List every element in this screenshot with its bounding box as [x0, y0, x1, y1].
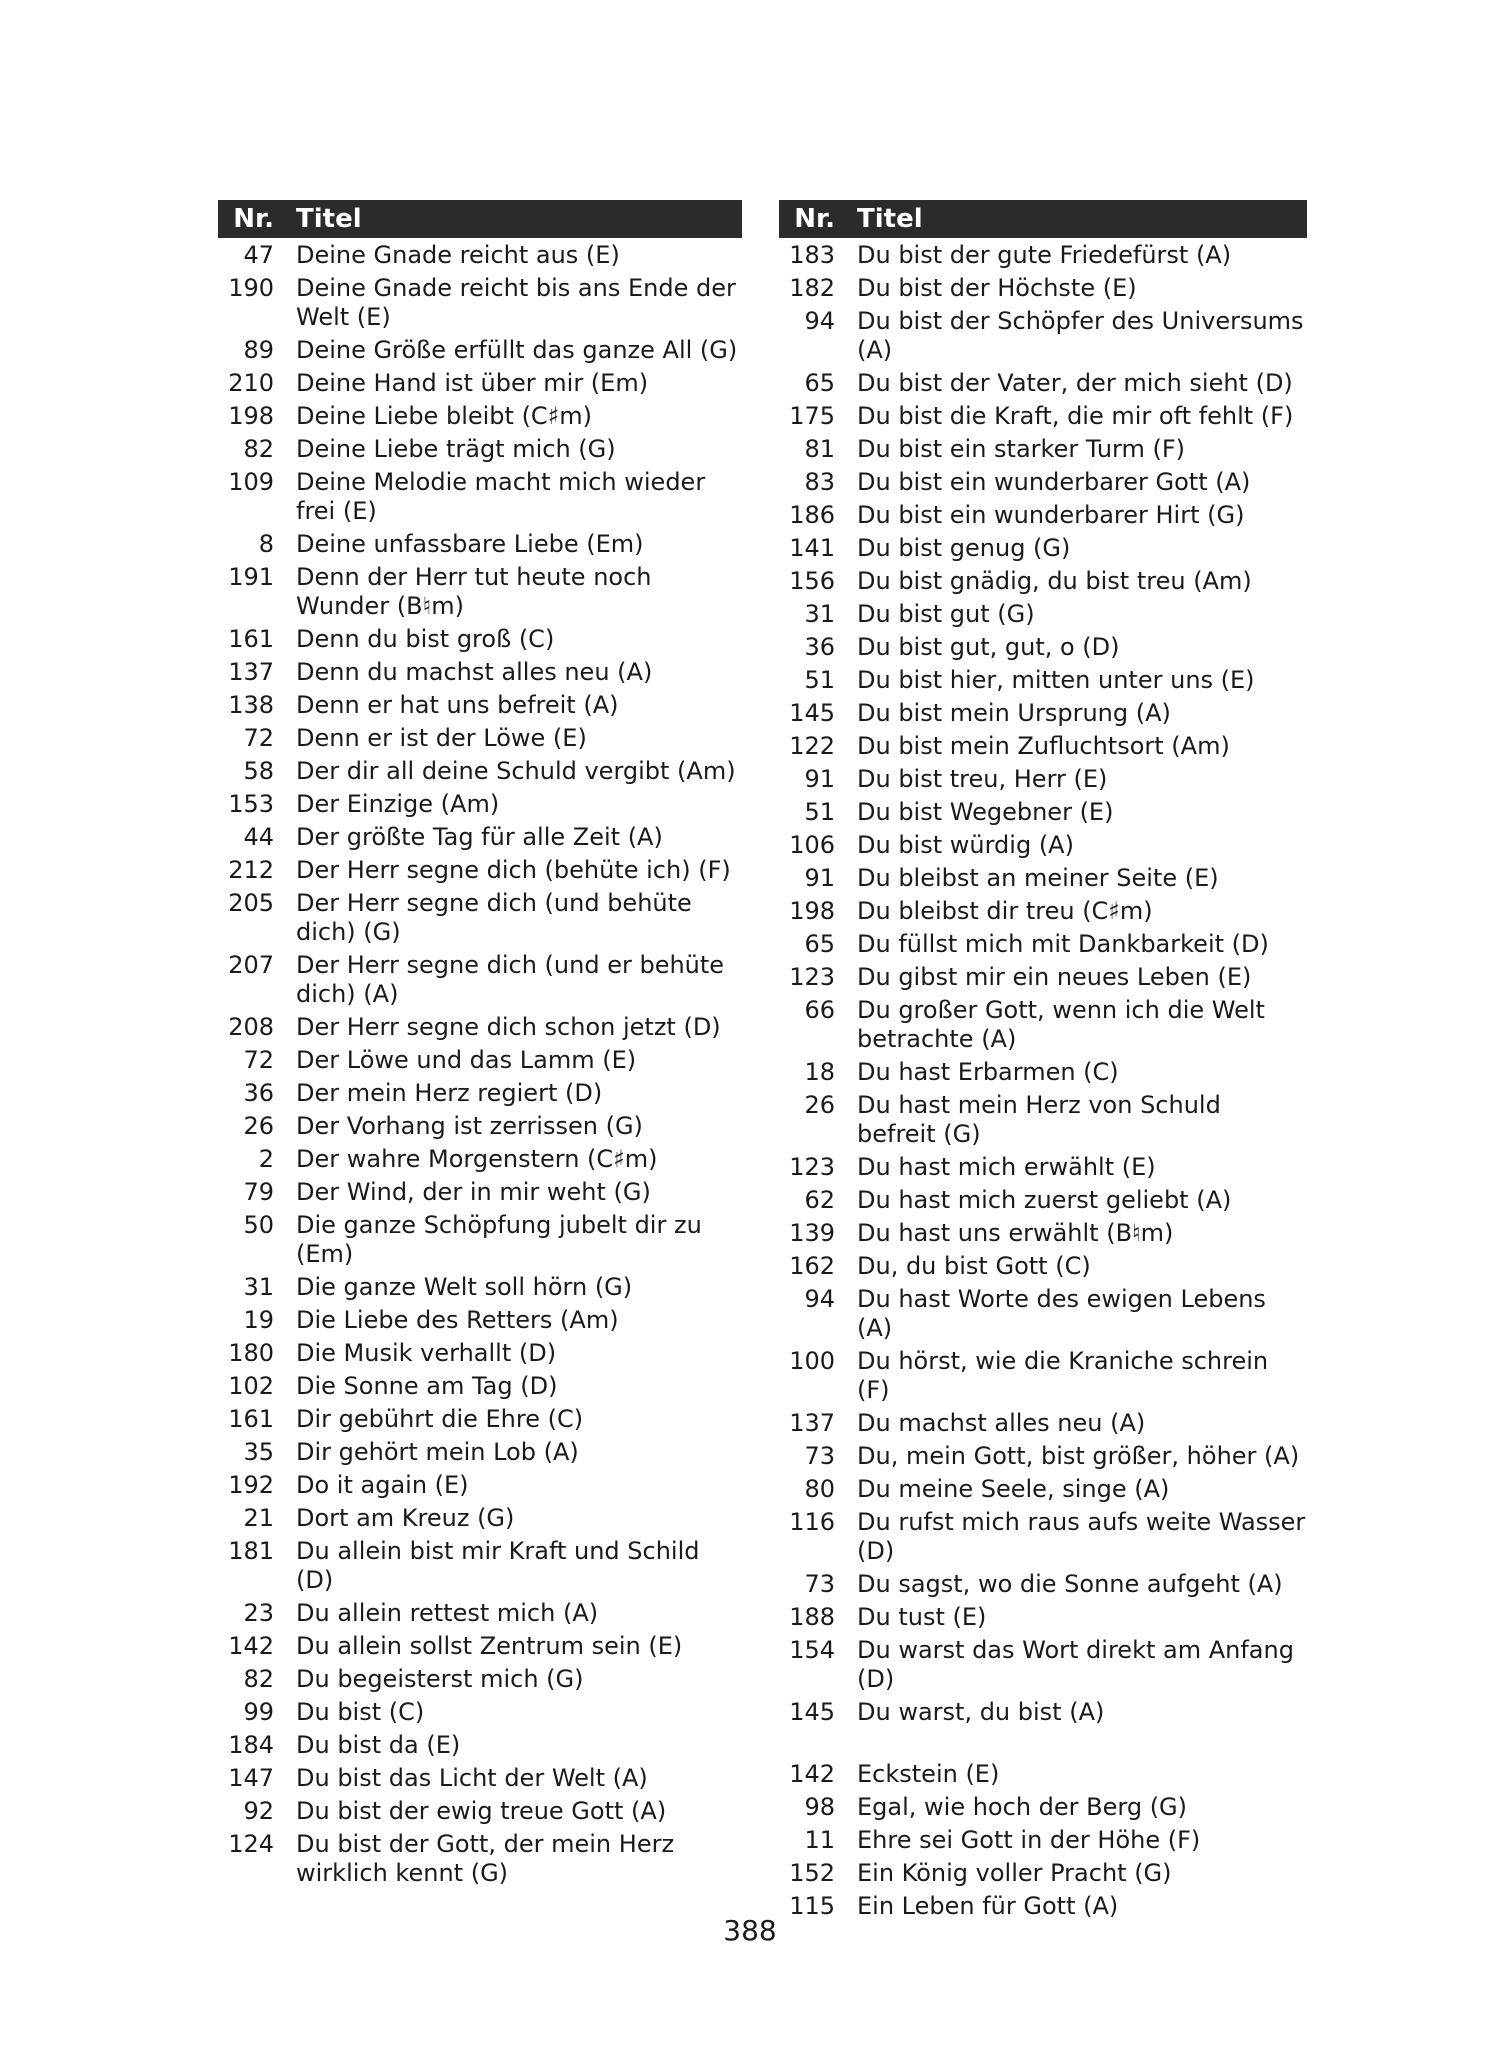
entry-title: Deine Gnade reicht aus (E)	[296, 241, 620, 269]
index-entry	[218, 369, 742, 398]
entry-number: 207	[228, 951, 274, 979]
index-entry	[218, 1273, 742, 1302]
entry-title: Du bist hier, mitten unter uns (E)	[857, 666, 1255, 694]
entry-title: Dir gehört mein Lob (A)	[296, 1438, 579, 1466]
entry-title: Der dir all deine Schuld vergibt (Am)	[296, 757, 736, 785]
entry-title: Der wahre Morgenstern (C♯m)	[296, 1145, 658, 1173]
index-entry	[779, 1409, 1307, 1438]
entry-title: Der Einzige (Am)	[296, 790, 500, 818]
entry-number: 210	[228, 369, 274, 397]
entry-number: 65	[804, 369, 835, 397]
entry-number: 191	[228, 563, 274, 591]
index-entry	[779, 241, 1307, 270]
entry-number: 79	[243, 1178, 274, 1206]
entry-title: Denn der Herr tut heute noch Wunder (B♮m)	[296, 563, 652, 620]
entry-title: Der größte Tag für alle Zeit (A)	[296, 823, 663, 851]
entry-number: 83	[804, 468, 835, 496]
index-entry	[779, 798, 1307, 827]
entry-title: Du bist das Licht der Welt (A)	[296, 1764, 648, 1792]
entry-number: 18	[804, 1058, 835, 1086]
entry-title: Die Sonne am Tag (D)	[296, 1372, 558, 1400]
index-entry	[218, 856, 742, 885]
entry-title: Du bist der gute Friedefürst (A)	[857, 241, 1232, 269]
entry-number: 82	[243, 1665, 274, 1693]
entry-number: 180	[228, 1339, 274, 1367]
entry-number: 31	[804, 600, 835, 628]
entry-number: 156	[789, 567, 835, 595]
entry-number: 161	[228, 1405, 274, 1433]
entry-number: 190	[228, 274, 274, 302]
entry-title: Denn du bist groß (C)	[296, 625, 555, 653]
entry-number: 137	[789, 1409, 835, 1437]
entry-number: 181	[228, 1537, 274, 1565]
index-entry	[779, 1186, 1307, 1215]
entry-title: Du allein rettest mich (A)	[296, 1599, 599, 1627]
entry-title: Die Liebe des Retters (Am)	[296, 1306, 619, 1334]
entry-title: Do it again (E)	[296, 1471, 469, 1499]
index-entry	[779, 1285, 1307, 1343]
index-entry	[218, 1112, 742, 1141]
entry-number: 72	[243, 1046, 274, 1074]
entry-title: Du tust (E)	[857, 1603, 987, 1631]
entry-number: 124	[228, 1830, 274, 1858]
entry-title: Du bist gut (G)	[857, 600, 1035, 628]
entry-number: 26	[243, 1112, 274, 1140]
entry-number: 80	[804, 1475, 835, 1503]
entry-title: Du füllst mich mit Dankbarkeit (D)	[857, 930, 1269, 958]
entry-number: 145	[789, 699, 835, 727]
entry-number: 142	[789, 1760, 835, 1788]
entry-title: Ein Leben für Gott (A)	[857, 1892, 1119, 1920]
index-entry	[779, 1570, 1307, 1599]
entry-number: 139	[789, 1219, 835, 1247]
entry-number: 91	[804, 864, 835, 892]
entry-number: 11	[804, 1826, 835, 1854]
entry-number: 26	[804, 1091, 835, 1119]
index-entry	[218, 1830, 742, 1888]
entry-number: 141	[789, 534, 835, 562]
entry-number: 89	[243, 336, 274, 364]
entry-number: 65	[804, 930, 835, 958]
entry-number: 161	[228, 625, 274, 653]
index-entry	[218, 1438, 742, 1467]
header-nr: Nr.	[233, 204, 274, 234]
entry-title: Du bleibst dir treu (C♯m)	[857, 897, 1153, 925]
index-entry	[218, 1405, 742, 1434]
entry-title: Die ganze Welt soll hörn (G)	[296, 1273, 633, 1301]
entry-title: Du rufst mich raus aufs weite Wasser (D)	[857, 1508, 1306, 1565]
entry-number: 122	[789, 732, 835, 760]
index-entry	[779, 765, 1307, 794]
entry-title: Du bist da (E)	[296, 1731, 461, 1759]
entry-title: Du allein sollst Zentrum sein (E)	[296, 1632, 683, 1660]
index-entry	[218, 402, 742, 431]
entry-number: 138	[228, 691, 274, 719]
index-entry	[218, 790, 742, 819]
entry-number: 92	[243, 1797, 274, 1825]
index-entry	[779, 1252, 1307, 1281]
entry-title: Du warst, du bist (A)	[857, 1698, 1105, 1726]
entry-title: Denn du machst alles neu (A)	[296, 658, 653, 686]
entry-title: Du bist mein Ursprung (A)	[857, 699, 1171, 727]
entry-number: 198	[228, 402, 274, 430]
entry-number: 21	[243, 1504, 274, 1532]
entry-number: 183	[789, 241, 835, 269]
entry-title: Du bist genug (G)	[857, 534, 1071, 562]
index-entry	[779, 897, 1307, 926]
entry-number: 62	[804, 1186, 835, 1214]
entry-number: 106	[789, 831, 835, 859]
index-entry	[218, 724, 742, 753]
index-entry	[218, 1797, 742, 1826]
entry-title: Der mein Herz regiert (D)	[296, 1079, 603, 1107]
index-entry	[218, 1632, 742, 1661]
entry-number: 35	[243, 1438, 274, 1466]
index-entry	[218, 1764, 742, 1793]
entry-number: 99	[243, 1698, 274, 1726]
entry-number: 19	[243, 1306, 274, 1334]
entry-number: 116	[789, 1508, 835, 1536]
entry-title: Du bist würdig (A)	[857, 831, 1074, 859]
entry-number: 102	[228, 1372, 274, 1400]
index-entry	[218, 1013, 742, 1042]
entry-title: Du großer Gott, wenn ich die Welt betrachte (A)	[857, 996, 1265, 1053]
index-entry	[218, 1504, 742, 1533]
entry-number: 73	[804, 1442, 835, 1470]
entry-title: Du hast mich zuerst geliebt (A)	[857, 1186, 1232, 1214]
index-entry	[779, 1347, 1307, 1405]
page-number: 388	[723, 1914, 777, 1947]
index-entry	[779, 831, 1307, 860]
index-entry	[779, 1091, 1307, 1149]
entry-number: 58	[243, 757, 274, 785]
entry-number: 115	[789, 1892, 835, 1920]
entry-number: 82	[243, 435, 274, 463]
entry-title: Du bist gnädig, du bist treu (Am)	[857, 567, 1252, 595]
entry-title: Denn er hat uns befreit (A)	[296, 691, 619, 719]
index-entry	[218, 1537, 742, 1595]
entry-title: Du hast mein Herz von Schuld befreit (G)	[857, 1091, 1221, 1148]
entry-title: Du hast Erbarmen (C)	[857, 1058, 1119, 1086]
entry-number: 36	[243, 1079, 274, 1107]
entry-number: 51	[804, 798, 835, 826]
entry-title: Eckstein (E)	[857, 1760, 1000, 1788]
entry-title: Du bist die Kraft, die mir oft fehlt (F)	[857, 402, 1294, 430]
entry-number: 51	[804, 666, 835, 694]
entry-title: Du bist (C)	[296, 1698, 425, 1726]
entry-number: 152	[789, 1859, 835, 1887]
entry-number: 36	[804, 633, 835, 661]
index-entry	[218, 1339, 742, 1368]
header-nr: Nr.	[794, 204, 835, 234]
index-entry	[779, 1153, 1307, 1182]
index-entry	[218, 530, 742, 559]
entry-title: Du hast mich erwählt (E)	[857, 1153, 1156, 1181]
entry-title: Der Vorhang ist zerrissen (G)	[296, 1112, 643, 1140]
index-entry	[218, 241, 742, 270]
entry-title: Dir gebührt die Ehre (C)	[296, 1405, 584, 1433]
entry-number: 182	[789, 274, 835, 302]
entry-title: Die ganze Schöpfung jubelt dir zu (Em)	[296, 1211, 702, 1268]
index-entry	[779, 435, 1307, 464]
entry-title: Du warst das Wort direkt am Anfang (D)	[857, 1636, 1294, 1693]
entry-title: Deine Hand ist über mir (Em)	[296, 369, 649, 397]
entry-title: Du bist der Höchste (E)	[857, 274, 1137, 302]
index-entry	[218, 1731, 742, 1760]
column-header	[218, 200, 742, 238]
index-entry	[218, 1211, 742, 1269]
index-entry	[779, 1442, 1307, 1471]
entry-number: 94	[804, 1285, 835, 1313]
index-entry	[779, 633, 1307, 662]
entry-number: 188	[789, 1603, 835, 1631]
entry-number: 175	[789, 402, 835, 430]
entry-title: Du bist gut, gut, o (D)	[857, 633, 1120, 661]
entry-title: Du hast uns erwählt (B♮m)	[857, 1219, 1174, 1247]
entry-number: 184	[228, 1731, 274, 1759]
index-entry	[779, 501, 1307, 530]
entry-number: 192	[228, 1471, 274, 1499]
entry-title: Der Löwe und das Lamm (E)	[296, 1046, 637, 1074]
entry-title: Deine Größe erfüllt das ganze All (G)	[296, 336, 738, 364]
entry-title: Der Herr segne dich (und er behüte dich) (A)	[296, 951, 725, 1008]
header-titel: Titel	[296, 204, 362, 234]
entry-title: Du bist der Schöpfer des Universums (A)	[857, 307, 1304, 364]
entry-title: Du sagst, wo die Sonne aufgeht (A)	[857, 1570, 1283, 1598]
entry-title: Du bist der ewig treue Gott (A)	[296, 1797, 667, 1825]
index-entry	[218, 1046, 742, 1075]
index-entry	[779, 930, 1307, 959]
entry-number: 91	[804, 765, 835, 793]
index-entry	[779, 1793, 1307, 1822]
entry-title: Der Wind, der in mir weht (G)	[296, 1178, 651, 1206]
index-entry	[779, 699, 1307, 728]
index-entry	[218, 658, 742, 687]
entry-title: Du meine Seele, singe (A)	[857, 1475, 1170, 1503]
entry-number: 153	[228, 790, 274, 818]
entry-number: 100	[789, 1347, 835, 1375]
index-entry	[779, 1508, 1307, 1566]
index-entry	[779, 732, 1307, 761]
entry-number: 72	[243, 724, 274, 752]
entry-title: Der Herr segne dich (und behüte dich) (G)	[296, 889, 692, 946]
index-entry	[218, 1665, 742, 1694]
entry-title: Deine Liebe bleibt (C♯m)	[296, 402, 593, 430]
entry-number: 137	[228, 658, 274, 686]
index-entry	[779, 468, 1307, 497]
index-entry	[779, 307, 1307, 365]
entry-number: 2	[258, 1145, 274, 1173]
index-entry	[779, 1636, 1307, 1694]
entry-number: 94	[804, 307, 835, 335]
entry-number: 186	[789, 501, 835, 529]
entry-title: Du bist ein starker Turm (F)	[857, 435, 1186, 463]
index-entry	[779, 1219, 1307, 1248]
entry-number: 142	[228, 1632, 274, 1660]
entry-number: 66	[804, 996, 835, 1024]
entry-title: Deine unfassbare Liebe (Em)	[296, 530, 644, 558]
entry-title: Du bist der Vater, der mich sieht (D)	[857, 369, 1293, 397]
entry-number: 123	[789, 963, 835, 991]
index-column-right	[779, 200, 1307, 1925]
index-entry	[218, 1306, 742, 1335]
entry-title: Denn er ist der Löwe (E)	[296, 724, 587, 752]
index-entry	[779, 402, 1307, 431]
index-entry	[779, 1603, 1307, 1632]
index-column-left	[218, 200, 742, 1892]
entry-number: 109	[228, 468, 274, 496]
entry-number: 8	[258, 530, 274, 558]
entry-number: 98	[804, 1793, 835, 1821]
index-entry	[218, 625, 742, 654]
entry-title: Du bist treu, Herr (E)	[857, 765, 1108, 793]
index-entry	[779, 1698, 1307, 1727]
entry-number: 212	[228, 856, 274, 884]
entry-title: Du bleibst an meiner Seite (E)	[857, 864, 1219, 892]
index-entry	[218, 435, 742, 464]
entry-number: 162	[789, 1252, 835, 1280]
index-entry	[218, 336, 742, 365]
index-entry	[218, 468, 742, 526]
index-entry	[218, 1599, 742, 1628]
index-entry	[218, 563, 742, 621]
entry-title: Ehre sei Gott in der Höhe (F)	[857, 1826, 1201, 1854]
entry-number: 205	[228, 889, 274, 917]
entry-title: Du allein bist mir Kraft und Schild (D)	[296, 1537, 700, 1594]
index-entry	[779, 369, 1307, 398]
entry-title: Egal, wie hoch der Berg (G)	[857, 1793, 1188, 1821]
entry-number: 198	[789, 897, 835, 925]
index-entry	[779, 1475, 1307, 1504]
index-entry	[779, 1859, 1307, 1888]
index-entry	[779, 963, 1307, 992]
entry-number: 23	[243, 1599, 274, 1627]
index-entry	[779, 1826, 1307, 1855]
index-entry	[218, 1145, 742, 1174]
entry-title: Du hörst, wie die Kraniche schrein (F)	[857, 1347, 1269, 1404]
column-header	[779, 200, 1307, 238]
entry-title: Du bist ein wunderbarer Hirt (G)	[857, 501, 1245, 529]
index-entry	[218, 951, 742, 1009]
entry-title: Der Herr segne dich (behüte ich) (F)	[296, 856, 731, 884]
entry-number: 81	[804, 435, 835, 463]
entry-number: 145	[789, 1698, 835, 1726]
entry-list	[218, 241, 742, 1888]
entry-number: 73	[804, 1570, 835, 1598]
entry-number: 50	[243, 1211, 274, 1239]
index-entry	[779, 1760, 1307, 1789]
entry-number: 208	[228, 1013, 274, 1041]
index-entry	[218, 1471, 742, 1500]
index-entry	[779, 567, 1307, 596]
entry-title: Deine Gnade reicht bis ans Ende der Welt (E)	[296, 274, 736, 331]
entry-title: Du begeisterst mich (G)	[296, 1665, 584, 1693]
index-entry	[218, 889, 742, 947]
index-entry	[779, 600, 1307, 629]
entry-title: Du machst alles neu (A)	[857, 1409, 1146, 1437]
entry-title: Du bist Wegebner (E)	[857, 798, 1114, 826]
entry-title: Der Herr segne dich schon jetzt (D)	[296, 1013, 721, 1041]
entry-number: 47	[243, 241, 274, 269]
index-entry	[779, 864, 1307, 893]
entry-number: 44	[243, 823, 274, 851]
index-entry	[218, 757, 742, 786]
header-titel: Titel	[857, 204, 923, 234]
entry-title: Du bist der Gott, der mein Herz wirklich kennt (G)	[296, 1830, 675, 1887]
entry-title: Die Musik verhallt (D)	[296, 1339, 557, 1367]
index-entry	[218, 274, 742, 332]
entry-title: Du bist ein wunderbarer Gott (A)	[857, 468, 1251, 496]
entry-title: Du, mein Gott, bist größer, höher (A)	[857, 1442, 1300, 1470]
entry-title: Ein König voller Pracht (G)	[857, 1859, 1172, 1887]
entry-title: Du, du bist Gott (C)	[857, 1252, 1091, 1280]
entry-title: Du gibst mir ein neues Leben (E)	[857, 963, 1252, 991]
entry-title: Deine Liebe trägt mich (G)	[296, 435, 616, 463]
index-entry	[779, 534, 1307, 563]
entry-title: Deine Melodie macht mich wieder frei (E)	[296, 468, 706, 525]
index-entry	[218, 691, 742, 720]
entry-number: 31	[243, 1273, 274, 1301]
index-entry	[218, 823, 742, 852]
entry-number: 123	[789, 1153, 835, 1181]
entry-number: 147	[228, 1764, 274, 1792]
index-entry	[218, 1698, 742, 1727]
index-entry	[779, 1058, 1307, 1087]
index-entry	[218, 1079, 742, 1108]
entry-list	[779, 241, 1307, 1921]
entry-title: Dort am Kreuz (G)	[296, 1504, 515, 1532]
entry-title: Du bist mein Zufluchtsort (Am)	[857, 732, 1230, 760]
entry-number: 154	[789, 1636, 835, 1664]
index-entry	[218, 1372, 742, 1401]
index-entry	[779, 274, 1307, 303]
index-entry	[779, 996, 1307, 1054]
index-entry	[779, 666, 1307, 695]
index-entry	[218, 1178, 742, 1207]
entry-title: Du hast Worte des ewigen Lebens (A)	[857, 1285, 1266, 1342]
